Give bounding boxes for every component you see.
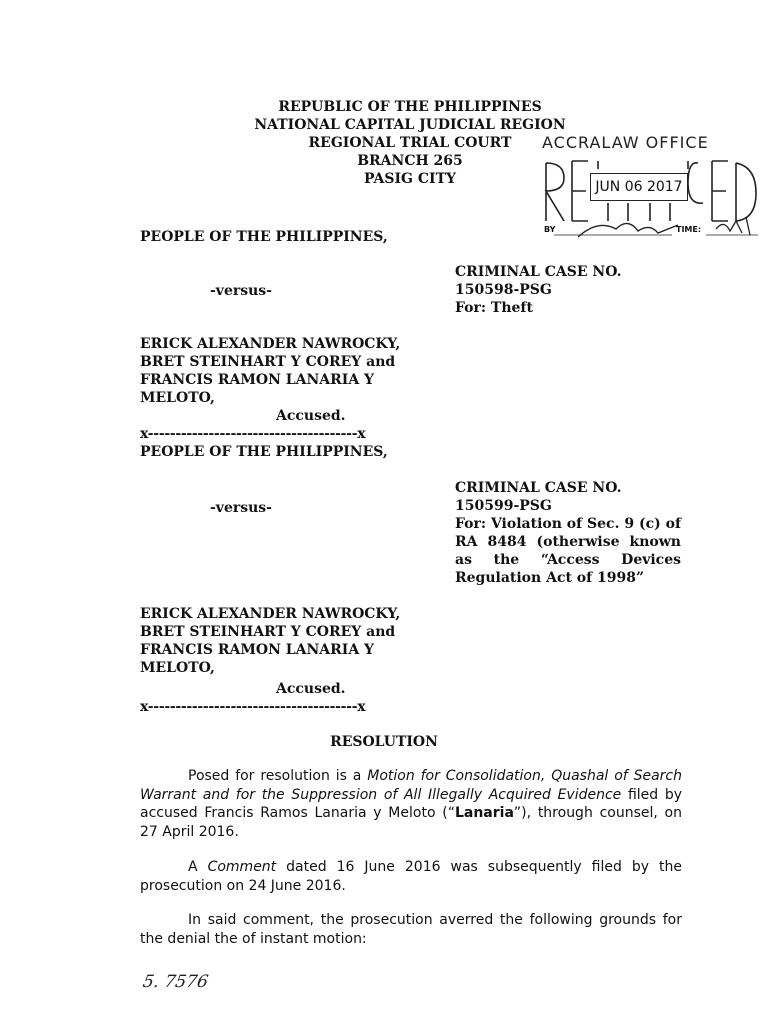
case2-plaintiff: PEOPLE OF THE PHILIPPINES, bbox=[140, 444, 388, 460]
p2-comment: Comment bbox=[207, 859, 277, 875]
case1-accused-line-3: FRANCIS RAMON LANARIA Y bbox=[140, 372, 375, 388]
header-line-court: REGIONAL TRIAL COURT bbox=[308, 135, 512, 151]
handwritten-note: 5. 7576 bbox=[141, 972, 210, 992]
resolution-paragraph-3 bbox=[140, 911, 682, 948]
case2-charge-line-4: Regulation Act of 1998” bbox=[455, 570, 645, 586]
case2-accused-line-2: BRET STEINHART Y COREY and bbox=[140, 624, 396, 640]
case1-versus: -versus- bbox=[210, 283, 272, 299]
header-line-city: PASIG CITY bbox=[364, 171, 456, 187]
stamp-time-label: TIME: bbox=[676, 225, 702, 234]
case1-accused-line-1: ERICK ALEXANDER NAWROCKY, bbox=[140, 336, 401, 352]
case1-charge: For: Theft bbox=[455, 300, 533, 316]
case2-case-number: 150599-PSG bbox=[455, 498, 552, 514]
stamp-by-label: BY bbox=[544, 225, 556, 234]
case2-accused-label: Accused. bbox=[276, 681, 346, 697]
header-line-branch: BRANCH 265 bbox=[357, 153, 463, 169]
resolution-title: RESOLUTION bbox=[330, 734, 438, 750]
header-line-republic: REPUBLIC OF THE PHILIPPINES bbox=[278, 99, 542, 115]
resolution-paragraph-1 bbox=[140, 767, 682, 841]
p1-mid: filed by accused Francis Ramos Lanaria y Meloto (“ bbox=[140, 786, 682, 821]
case1-accused-label: Accused. bbox=[276, 408, 346, 424]
stamp-office-name: ACCRALAW OFFICE bbox=[542, 133, 709, 152]
received-stamp bbox=[538, 133, 766, 243]
case1-case-label: CRIMINAL CASE NO. bbox=[455, 264, 622, 280]
case1-accused-line-2: BRET STEINHART Y COREY and bbox=[140, 354, 396, 370]
p1-motion-title: Motion for Consolidation, Quashal of Search Warrant and for the Suppression of All Illegally Acquired Evidence bbox=[140, 768, 682, 803]
p1-tail: ”), through counsel, on 27 April 2016. bbox=[140, 805, 683, 840]
case2-case-info bbox=[455, 479, 681, 587]
case2-accused-line-1: ERICK ALEXANDER NAWROCKY, bbox=[140, 606, 401, 622]
case1-plaintiff: PEOPLE OF THE PHILIPPINES, bbox=[140, 229, 388, 245]
p3-text: In said comment, the prosecution averred the following grounds for the denial the of instant motion: bbox=[140, 912, 682, 947]
case2-charge-line-1: For: Violation of Sec. 9 (c) of bbox=[455, 516, 681, 532]
case1-accused-line-4: MELOTO, bbox=[140, 390, 215, 406]
case2-charge-line-2: RA 8484 (otherwise known bbox=[455, 534, 681, 550]
p1-lead: Posed for resolution is a bbox=[188, 768, 368, 784]
p2-tail: dated 16 June 2016 was subsequently filed by the prosecution on 24 June 2016. bbox=[140, 859, 682, 894]
p1-short-name: Lanaria bbox=[454, 805, 514, 821]
resolution-paragraph-2 bbox=[140, 858, 682, 895]
case2-versus: -versus- bbox=[210, 500, 272, 516]
case1-separator: x--------------------------------------x bbox=[140, 426, 366, 442]
case2-charge-line-3: as the “Access Devices bbox=[455, 552, 681, 568]
case2-case-label: CRIMINAL CASE NO. bbox=[455, 480, 622, 496]
p2-lead: A bbox=[188, 859, 208, 875]
stamp-date: JUN 06 2017 bbox=[590, 173, 688, 201]
case1-case-number: 150598-PSG bbox=[455, 282, 552, 298]
case2-accused-line-4: MELOTO, bbox=[140, 660, 215, 676]
case2-accused-line-3: FRANCIS RAMON LANARIA Y bbox=[140, 642, 375, 658]
header-line-region: NATIONAL CAPITAL JUDICIAL REGION bbox=[254, 117, 566, 133]
court-header bbox=[230, 98, 590, 188]
case2-separator: x--------------------------------------x bbox=[140, 699, 366, 715]
